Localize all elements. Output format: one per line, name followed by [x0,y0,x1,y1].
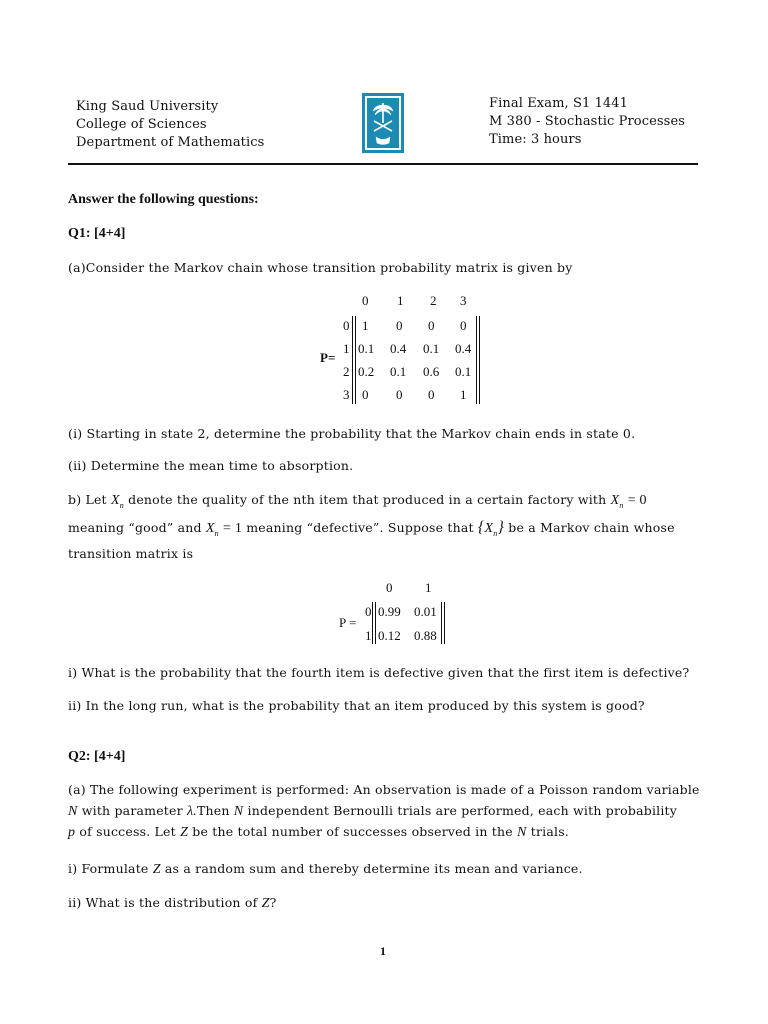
equals-one: = 1 [223,521,243,536]
subscript-n: n [119,500,124,510]
q1-b-line3: transition matrix is [68,546,194,561]
var-x: X [610,493,620,508]
matrix1-cell: 0 [362,387,369,402]
matrix2-bracket-left [375,602,376,644]
matrix1-row-header: 1 [343,341,350,356]
q2-of-success: of success. Let [79,824,176,839]
matrix1-col-header: 2 [430,293,437,308]
q2-a-line3 [68,824,569,841]
q2-then: Then [196,803,230,818]
q1-b-part-ii: ii) In the long run, what is the probability that an item produced by this system is good? [68,698,645,713]
page-number: 1 [380,944,386,958]
equals-zero: = 0 [627,493,647,508]
matrix1-cell: 1 [362,318,369,333]
matrix2-row-header: 1 [365,628,372,643]
matrix1-row-header: 3 [343,387,350,402]
college-name: College of Sciences [76,117,207,132]
matrix1-row-header: 0 [343,318,350,333]
q2-part-i [68,861,583,878]
matrix2-bracket-left [372,602,373,644]
q1-b-good: meaning “good” and [68,520,202,535]
var-n: N [68,804,78,819]
matrix1-cell: 0.6 [423,364,440,379]
q1-a-part-ii: (ii) Determine the mean time to absorption. [68,458,354,473]
q1-title: Q1: [4+4] [68,226,126,241]
matrix2-col-header: 0 [386,580,393,595]
department-name: Department of Mathematics [76,135,265,150]
matrix2-col-header: 1 [425,580,432,595]
set-x-n: $\{X_n\}$ [477,519,505,539]
q1-b-let: b) Let [68,492,107,507]
subscript-n: n [493,529,498,539]
q2-title: Q2: [4+4] [68,749,126,764]
matrix1-cell: 0 [396,387,403,402]
course-name: M 380 - Stochastic Processes [489,114,686,129]
matrix1-cell: 0 [460,318,467,333]
var-n: N [517,825,527,840]
matrix2-label: P = [339,615,357,630]
exam-duration: Time: 3 hours [489,132,582,147]
subscript-n: n [619,500,624,510]
subscript-n: n [214,528,219,538]
var-z: Z [180,825,189,840]
matrix2-bracket-right [441,602,442,644]
matrix2-cell: 0.01 [414,604,437,619]
q1-b-defective: meaning “defective”. Suppose that [246,520,474,535]
q2-distribution: ii) What is the distribution of [68,895,258,910]
matrix1-cell: 0 [428,387,435,402]
var-x: X [205,521,215,536]
var-p: p [68,825,76,840]
exam-title: Final Exam, S1 1441 [489,96,629,111]
matrix1-cell: 0.2 [358,364,375,379]
matrix1-cell: 0.1 [358,341,375,356]
var-z: Z [152,862,161,877]
q2-trials: trials. [530,824,569,839]
q2-with-parameter: with parameter [81,803,183,818]
q1-a-part-i: (i) Starting in state 2, determine the probability that the Markov chain ends in state 0. [68,426,636,441]
matrix1-cell: 0.1 [390,364,407,379]
matrix2-cell: 0.88 [414,628,437,643]
matrix1-cell: 0.4 [390,341,407,356]
matrix2-bracket-right [444,602,445,644]
q1-a-text: (a)Consider the Markov chain whose transition probability matrix is given by [68,260,573,275]
matrix1-label: P= [320,350,336,365]
matrix1-cell: 0 [428,318,435,333]
var-z: Z [261,896,270,911]
matrix1-cell: 0.1 [455,364,472,379]
q2-question-mark: ? [269,895,277,910]
q2-a-line2 [68,803,677,820]
q2-formulate: i) Formulate [68,861,149,876]
matrix2-row-header: 0 [365,604,372,619]
var-x: X [484,521,494,536]
matrix1-col-header: 1 [397,293,404,308]
q2-bernoulli: independent Bernoulli trials are performed, each with probability [247,803,678,818]
q1-b-part-i: i) What is the probability that the fourth item is defective given that the first item is defective? [68,665,690,680]
q1-b-desc: denote the quality of the nth item that produced in a certain factory with [128,492,607,507]
q2-total-successes: be the total number of successes observed in the [192,824,513,839]
instructions-heading: Answer the following questions: [68,192,259,207]
var-x: X [110,493,120,508]
q2-a-line1: (a) The following experiment is performed: An observation is made of a Poisson random variable [68,782,700,797]
university-name: King Saud University [76,99,219,114]
matrix1-cell: 1 [460,387,467,402]
matrix2-cell: 0.99 [378,604,401,619]
q1-b-markov: be a Markov chain whose [508,520,675,535]
q2-part-ii [68,895,277,912]
var-n: N [233,804,244,819]
matrix1-cell: 0.4 [455,341,472,356]
matrix2-cell: 0.12 [378,628,401,643]
q2-random-sum: as a random sum and thereby determine its mean and variance. [164,861,583,876]
matrix1-col-header: 0 [362,293,369,308]
matrix1-cell: 0 [396,318,403,333]
var-lambda: λ. [187,804,197,819]
matrix1-col-header: 3 [460,293,467,308]
matrix1-row-header: 2 [343,364,350,379]
matrix1-cell: 0.1 [423,341,440,356]
